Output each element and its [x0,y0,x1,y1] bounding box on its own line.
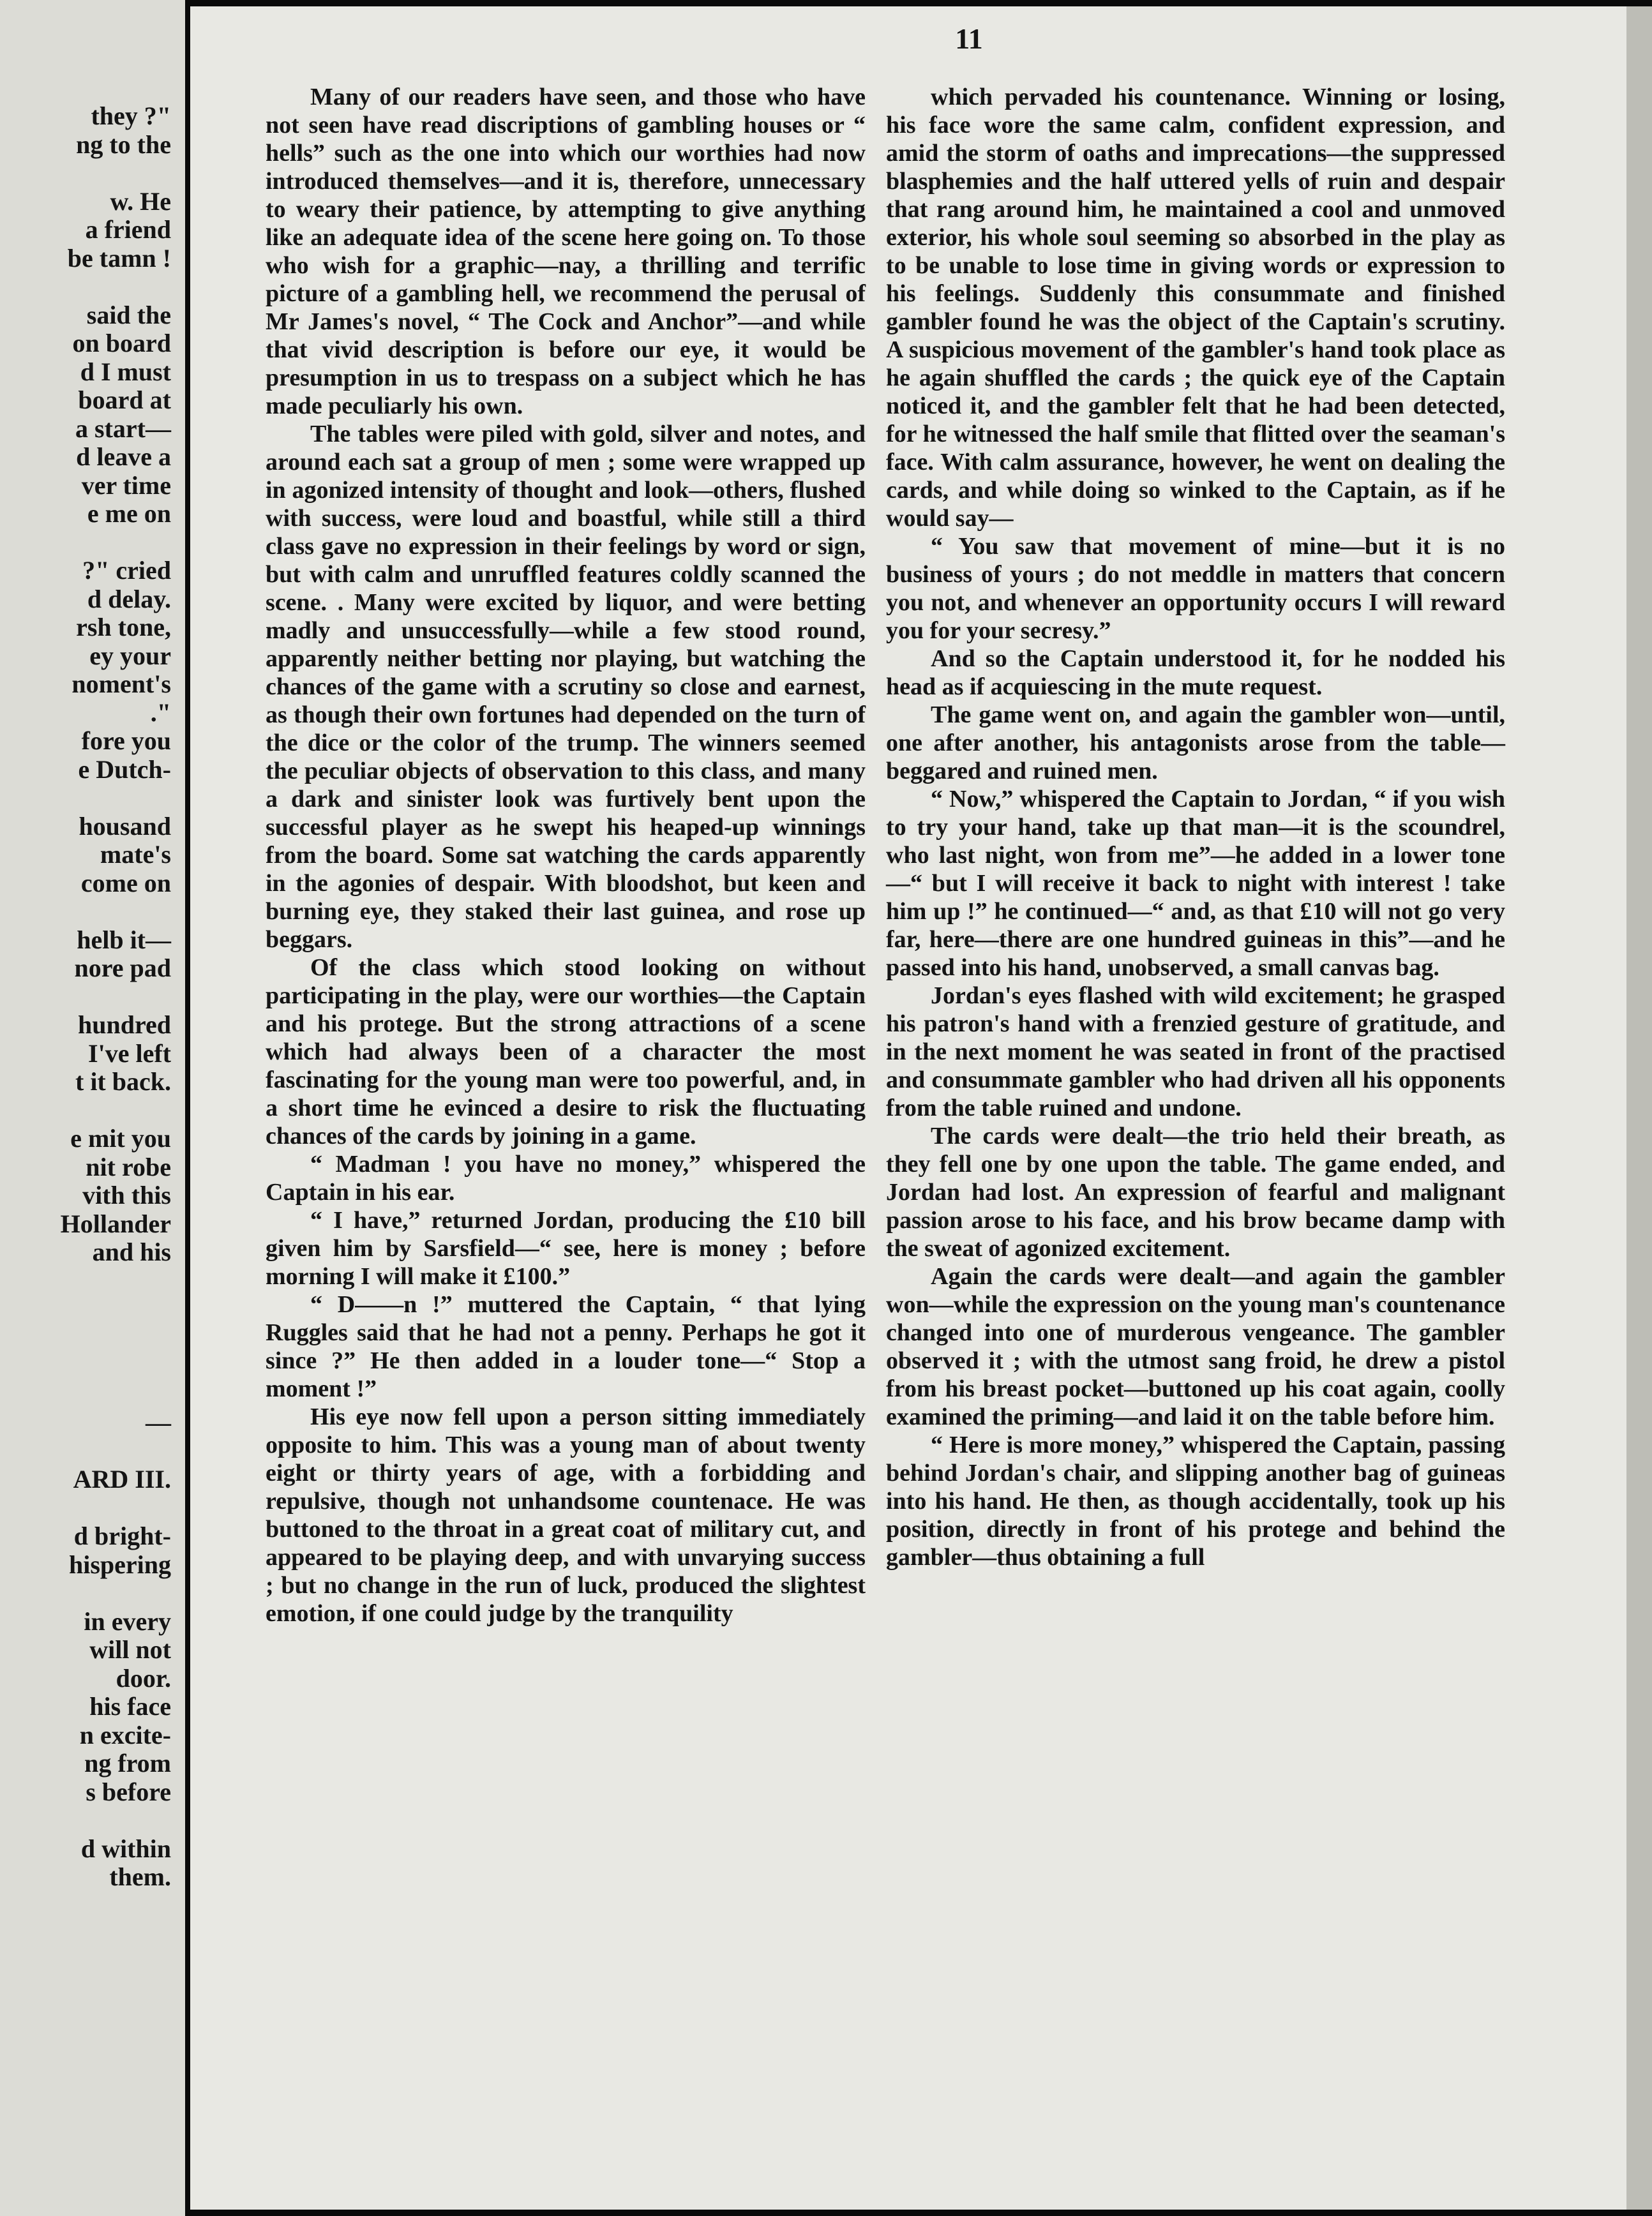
facing-line: d bright- [73,1522,171,1550]
facing-line: his face [89,1692,171,1721]
facing-line: vith this [82,1181,171,1209]
facing-line [0,1437,171,1466]
facing-line: n excite- [79,1720,171,1749]
facing-line: ey your [89,641,171,670]
facing-line: door. [116,1663,171,1693]
facing-line [0,1806,171,1835]
facing-line: e me on [87,499,171,528]
facing-line: hundred [77,1010,171,1039]
facing-line [0,1352,171,1381]
page-edge [1626,6,1652,2210]
paragraph: “ Here is more money,” whispered the Captain, passing behind Jordan's chair, and slipping another bag of guineas into his hand. He then, as though accidentally, took up his position, directly in front of his protege and behind the gambler—thus obtaining a full [886,1432,1505,1571]
facing-line: mate's [100,840,171,869]
paragraph: His eye now fell upon a person sitting immediately opposite to him. This was a young man of about twenty eight or thirty years of age, with a forbidding and repulsive, though not unhandsome countenace. He was buttoned to the throat in a great coat of military cut, and appeared to be playing deep, and with unvarying success ; but no change in the run of luck, produced the slightest emotion, if one could judge by the tranquility [266,1404,866,1627]
facing-line [0,1579,171,1608]
facing-line: I've left [88,1038,171,1068]
facing-line: w. He [110,186,171,216]
facing-line: be tamn ! [67,243,171,273]
paragraph: “ Madman ! you have no money,” whispered the Captain in his ear. [266,1151,866,1206]
facing-line [0,897,171,926]
facing-line: noment's [71,670,171,698]
right-column [886,83,1505,1571]
facing-line: ver time [81,470,171,500]
paragraph: And so the Captain understood it, for he nodded his head as if acquiescing in the mute request. [886,645,1505,700]
facing-line [0,1494,171,1523]
facing-page-text [0,102,171,1892]
facing-line: ng from [84,1749,171,1778]
facing-line: Hollander [60,1209,171,1238]
facing-line [0,1097,171,1125]
facing-line: d delay. [87,584,171,613]
facing-line [0,528,171,557]
facing-line: e Dutch- [78,754,171,784]
facing-line [0,983,171,1012]
paragraph: The cards were dealt—the trio held their breath, as they fell one by one upon the table. The game ended, and Jordan had lost. An expression of fearful and malignant passion arose to his face, and his brow became damp with the sweat of agonized excitement. [886,1123,1505,1262]
newspaper-page [190,6,1652,2210]
facing-line: a start— [75,414,171,443]
facing-line: fore you [81,726,171,755]
facing-line: them. [109,1862,171,1891]
facing-line: s before [86,1777,171,1806]
facing-line: ARD III. [73,1465,171,1494]
facing-page [0,0,185,2216]
facing-line: in every [84,1606,171,1636]
paragraph: which pervaded his countenance. Winning or losing, his face wore the same calm, confident expression, and amid the storm of oaths and imprecations—the suppressed blasphemies and the half uttered yells of ruin and despair that rang around him, he maintained a cool and unmoved exterior, his whole soul seeming so absorbed in the play as to be unable to lose time in giving words or expression to his feelings. Suddenly this consummate and finished gambler found he was the object of the Captain's scrutiny. A suspicious movement of the gambler's hand took place as he again shuffled the cards ; the quick eye of the Captain noticed it, and the gambler felt that he had been detected, for he witnessed the half smile that flitted over the seaman's face. With calm assurance, however, he went on dealing the cards, and while doing so winked to the Captain, as if he would say— [886,84,1505,532]
facing-line: — [146,1408,171,1437]
paragraph: “ You saw that movement of mine—but it is no business of yours ; do not meddle in matters that concern you not, and whenever an opportunity occurs I will reward you for your secresy.” [886,533,1505,644]
facing-line: t it back. [75,1067,171,1096]
paragraph: The tables were piled with gold, silver and notes, and around each sat a group of men ; some were wrapped up in agonized intensity of thought and look—others, flushed with success, were loud and boastful, while still a third class gave no expression in their feelings by word or sign, but with calm and unruffled features coldly scanned the scene. . Many were excited by liquor, and were betting madly and unsuccessfully—while a few stood round, apparently neither betting nor playing, but watching the chances of the game with a scrutiny so close and earnest, as though their own fortunes had depended on the turn of the dice or the color of the trump. The winners seemed the peculiar objects of observation to this class, and many a dark and sinister look was furtively bent upon the successful player as he swept his heaped-up winnings from the board. Some sat watching the cards apparently in the agonies of despair. With bloodshot, but keen and burning eye, they staked their last guinea, and rose up beggars. [266,421,866,953]
facing-line: a friend [85,215,171,244]
paragraph: Many of our readers have seen, and those who have not seen have read discriptions of gambling houses or “ hells” such as the one into which our worthies had now introduced themselves—and it is, therefore, unnecessary to weary their patience, by attempting to give anything like an adequate idea of the scene here going on. To those who wish for a graphic—nay, a thrilling and terrific picture of a gambling hell, we recommend the perusal of Mr James's novel, “ The Cock and Anchor”—and while that vivid description is before our eye, it would be presumption in us to trespass on a subject which he has made peculiarly his own. [266,84,866,419]
facing-line: d within [80,1834,171,1863]
paragraph: “ Now,” whispered the Captain to Jordan, “ if you wish to try your hand, take up that man—it is the scoundrel, who last night, won from me”—he added in a lower tone—“ but I will receive it back to night with interest ! take him up !” he continued—“ and, as that £10 will not go very far, here—there are one hundred guineas in this”—and he passed into his hand, unobserved, a small canvas bag. [886,786,1505,981]
facing-line: on board [72,329,171,357]
facing-line: d I must [80,357,171,386]
paragraph: Jordan's eyes flashed with wild excitement; he grasped his patron's hand with a frenzied gesture of gratitude, and in the next moment he was seated in front of the practised and consummate gambler who had driven all his opponents from the table ruined and undone. [886,982,1505,1121]
facing-line: nore pad [74,954,171,982]
facing-line: board at [78,386,171,414]
facing-line: will not [89,1635,171,1664]
facing-line: d leave a [76,442,171,471]
paragraph: The game went on, and again the gambler won—until, one after another, his antagonists arose from the table—beggared and ruined men. [886,701,1505,784]
facing-line [0,1295,171,1324]
page-number: 11 [955,22,983,55]
facing-line: ?" cried [82,556,171,585]
facing-line [0,159,171,188]
paragraph: “ D——n !” muttered the Captain, “ that lying Ruggles said that he had not a penny. Perhaps he got it since ?” He then added in a louder tone—“ Stop a moment !” [266,1291,866,1402]
facing-line: ." [150,698,171,727]
facing-line: e mit you [70,1124,171,1153]
facing-line [0,273,171,301]
facing-line: rsh tone, [76,613,171,641]
facing-line: helb it— [77,925,171,954]
facing-line: come on [80,868,171,897]
facing-line: nit robe [86,1152,171,1181]
facing-line [0,1381,171,1409]
facing-line: they ?" [91,101,171,130]
facing-line [0,1324,171,1352]
paragraph: Of the class which stood looking on without participating in the play, were our worthies—the Captain and his protege. But the strong attractions of a scene which had always been of a character the most fascinating for the young man were too powerful, and, in a short time he evinced a desire to risk the fluctuating chances of the cards by joining in a game. [266,954,866,1149]
facing-line: ng to the [76,130,171,159]
facing-line: hispering [68,1550,171,1579]
facing-line [0,784,171,812]
left-column [266,83,866,1628]
paragraph: Again the cards were dealt—and again the gambler won—while the expression on the young man's countenance changed into one of murderous vengeance. The gambler observed it ; with the utmost sang froid, he drew a pistol from his breast pocket—buttoned up his coat again, coolly examined the priming—and laid it on the table before him. [886,1263,1505,1430]
facing-line: housand [79,811,171,841]
facing-line: and his [92,1238,171,1266]
facing-line [0,1267,171,1296]
facing-line: said the [86,300,171,329]
paragraph: “ I have,” returned Jordan, producing the £10 bill given him by Sarsfield—“ see, here is money ; before morning I will make it £100.” [266,1207,866,1290]
